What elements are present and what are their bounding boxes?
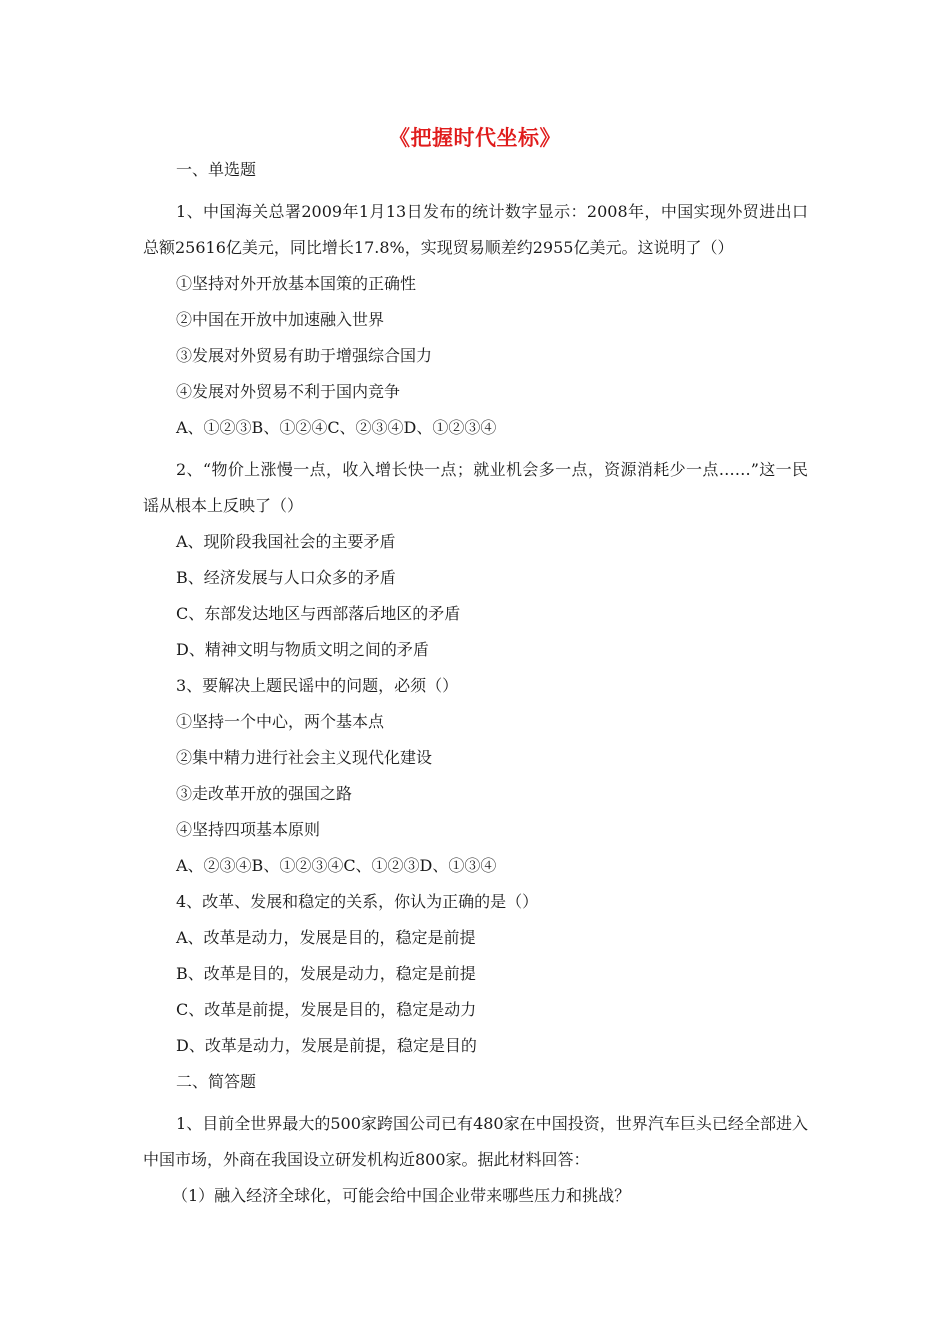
short-answer-1-subquestion-1: （1）融入经济全球化，可能会给中国企业带来哪些压力和挑战？ bbox=[172, 1186, 631, 1205]
question-2-option-a: A、现阶段我国社会的主要矛盾 bbox=[176, 532, 396, 551]
question-2-option-b: B、经济发展与人口众多的矛盾 bbox=[176, 568, 396, 587]
question-1-options: A、①②③B、①②④C、②③④D、①②③④ bbox=[176, 418, 497, 437]
question-2-option-d: D、精神文明与物质文明之间的矛盾 bbox=[176, 640, 429, 659]
document-title: 《把握时代坐标》 bbox=[389, 125, 561, 150]
question-4-option-b: B、改革是目的，发展是动力，稳定是前提 bbox=[176, 964, 476, 983]
question-4-option-c: C、改革是前提，发展是目的，稳定是动力 bbox=[176, 1000, 477, 1019]
question-1-item-1: ①坚持对外开放基本国策的正确性 bbox=[176, 274, 417, 293]
question-1-item-2: ②中国在开放中加速融入世界 bbox=[176, 310, 385, 329]
question-3-item-1: ①坚持一个中心，两个基本点 bbox=[176, 712, 385, 731]
question-3-item-4: ④坚持四项基本原则 bbox=[176, 820, 321, 839]
question-4-option-d: D、改革是动力，发展是前提，稳定是目的 bbox=[176, 1036, 477, 1055]
question-4-stem: 4、改革、发展和稳定的关系，你认为正确的是（） bbox=[176, 892, 539, 911]
question-3-options: A、②③④B、①②③④C、①②③D、①③④ bbox=[176, 856, 497, 875]
short-answer-1-stem: 1、目前全世界最大的500家跨国公司已有480家在中国投资，世界汽车巨头已经全部进入中国市场，外商在我国设立研发机构近800家。据此材料回答： bbox=[143, 1114, 808, 1169]
question-3-item-3: ③走改革开放的强国之路 bbox=[176, 784, 353, 803]
question-3-item-2: ②集中精力进行社会主义现代化建设 bbox=[176, 748, 433, 767]
question-1-stem: 1、中国海关总署2009年1月13日发布的统计数字显示：2008年，中国实现外贸进出口总额25616亿美元，同比增长17.8%，实现贸易顺差约2955亿美元。这说明了（） bbox=[143, 202, 808, 257]
question-3-stem: 3、要解决上题民谣中的问题，必须（） bbox=[176, 676, 459, 695]
question-2-stem: 2、“物价上涨慢一点，收入增长快一点；就业机会多一点，资源消耗少一点……”这一民谣从根本上反映了（） bbox=[143, 460, 808, 515]
section-heading-single-choice: 一、单选题 bbox=[176, 160, 257, 179]
document-body bbox=[143, 158, 808, 1220]
section-heading-short-answer: 二、简答题 bbox=[176, 1072, 257, 1091]
question-1-item-3: ③发展对外贸易有助于增强综合国力 bbox=[176, 346, 433, 365]
question-2-option-c: C、东部发达地区与西部落后地区的矛盾 bbox=[176, 604, 461, 623]
question-4-option-a: A、改革是动力，发展是目的，稳定是前提 bbox=[176, 928, 476, 947]
question-1-item-4: ④发展对外贸易不利于国内竞争 bbox=[176, 382, 401, 401]
